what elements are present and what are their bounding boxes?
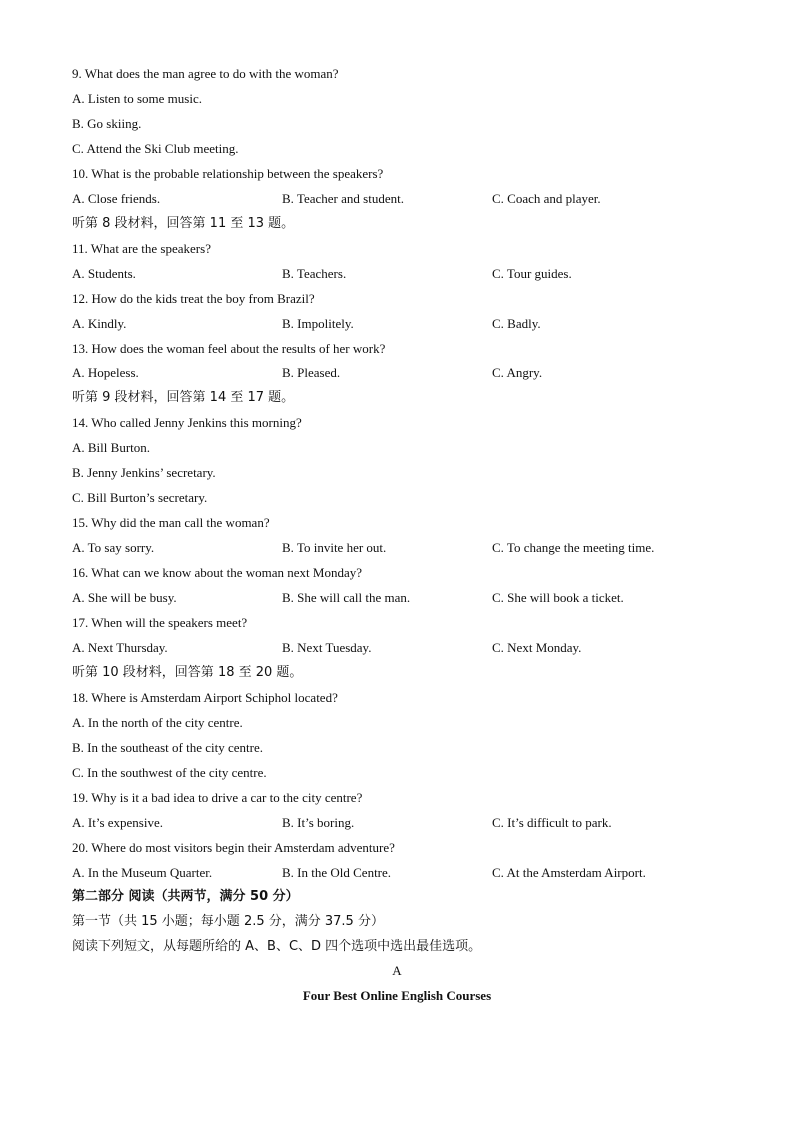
- option-a: A. Kindly.: [72, 316, 127, 331]
- option-b: B. In the Old Centre.: [282, 865, 392, 880]
- question-stem: 18. Where is Amsterdam Airport Schiphol located?: [72, 690, 338, 705]
- option-c: C. At the Amsterdam Airport.: [492, 865, 646, 880]
- option-a: A. It’s expensive.: [72, 815, 163, 830]
- question-stem: 10. What is the probable relationship between the speakers?: [72, 166, 384, 181]
- question-stem: 12. How do the kids treat the boy from Brazil?: [72, 291, 315, 306]
- option-c: C. Badly.: [492, 316, 541, 331]
- passage-title: Four Best Online English Courses: [302, 988, 492, 1003]
- question-stem: 19. Why is it a bad idea to drive a car to the city centre?: [72, 790, 363, 805]
- question-stem: 17. When will the speakers meet?: [72, 615, 248, 630]
- option-c: C. Angry.: [492, 365, 543, 380]
- option-c: C. To change the meeting time.: [492, 540, 655, 555]
- option-b: B. Next Tuesday.: [282, 640, 372, 655]
- option-a: A. She will be busy.: [72, 590, 177, 605]
- option-a: A. To say sorry.: [72, 540, 155, 555]
- option-a: A. Bill Burton.: [72, 440, 151, 455]
- question-stem: 14. Who called Jenny Jenkins this morning?: [72, 415, 302, 430]
- option-b: B. Jenny Jenkins’ secretary.: [72, 465, 216, 480]
- question-stem: 15. Why did the man call the woman?: [72, 515, 270, 530]
- option-b: B. Teachers.: [282, 266, 347, 281]
- reading-instruction: 阅读下列短文，从每题所给的 A、B、C、D 四个选项中选出最佳选项。: [72, 939, 482, 954]
- part-heading: 第二部分 阅读（共两节，满分 50 分）: [72, 889, 299, 904]
- option-b: B. She will call the man.: [282, 590, 411, 605]
- option-b: B. Teacher and student.: [282, 191, 404, 206]
- option-a: A. In the Museum Quarter.: [72, 865, 213, 880]
- option-b: B. Go skiing.: [72, 116, 142, 131]
- question-stem: 11. What are the speakers?: [72, 241, 211, 256]
- question-stem: 13. How does the woman feel about the results of her work?: [72, 341, 386, 356]
- section-instruction: 听第 9 段材料，回答第 14 至 17 题。: [72, 390, 295, 405]
- option-a: A. Listen to some music.: [72, 91, 202, 106]
- option-a: A. Next Thursday.: [72, 640, 168, 655]
- option-a: A. Hopeless.: [72, 365, 139, 380]
- option-b: B. It’s boring.: [282, 815, 355, 830]
- passage-label: A: [392, 963, 402, 978]
- option-c: C. It’s difficult to park.: [492, 815, 612, 830]
- option-c: C. In the southwest of the city centre.: [72, 765, 267, 780]
- question-stem: 9. What does the man agree to do with the woman?: [72, 66, 339, 81]
- section-subheading: 第一节（共 15 小题；每小题 2.5 分，满分 37.5 分）: [72, 914, 384, 929]
- option-c: C. Next Monday.: [492, 640, 582, 655]
- option-c: C. Tour guides.: [492, 266, 572, 281]
- question-stem: 20. Where do most visitors begin their Amsterdam adventure?: [72, 840, 395, 855]
- option-c: C. Attend the Ski Club meeting.: [72, 141, 239, 156]
- question-stem: 16. What can we know about the woman next Monday?: [72, 565, 363, 580]
- section-instruction: 听第 10 段材料，回答第 18 至 20 题。: [72, 665, 303, 680]
- option-a: A. Students.: [72, 266, 136, 281]
- option-b: B. To invite her out.: [282, 540, 387, 555]
- option-b: B. Pleased.: [282, 365, 341, 380]
- section-instruction: 听第 8 段材料，回答第 11 至 13 题。: [72, 216, 295, 231]
- option-b: B. In the southeast of the city centre.: [72, 740, 263, 755]
- option-a: A. In the north of the city centre.: [72, 715, 243, 730]
- option-c: C. Bill Burton’s secretary.: [72, 490, 208, 505]
- option-a: A. Close friends.: [72, 191, 161, 206]
- option-c: C. She will book a ticket.: [492, 590, 624, 605]
- option-b: B. Impolitely.: [282, 316, 354, 331]
- option-c: C. Coach and player.: [492, 191, 601, 206]
